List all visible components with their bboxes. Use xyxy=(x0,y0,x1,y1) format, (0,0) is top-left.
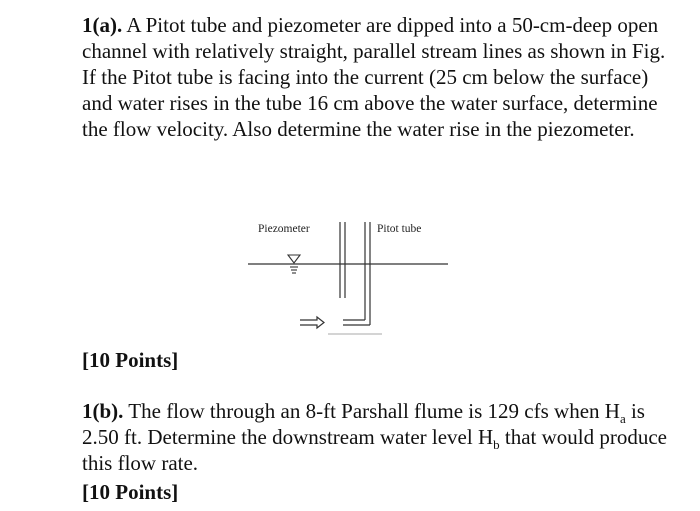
problem-1b xyxy=(82,398,682,476)
problem-1b-points: [10 Points] xyxy=(82,480,179,504)
problem-1b-text-2: is 2.50 ft. Determine the downstream water level H xyxy=(82,399,645,449)
flow-arrow xyxy=(300,317,324,328)
problem-1b-number: 1(b). xyxy=(82,399,124,423)
problem-1a-text: A Pitot tube and piezometer are dipped into a 50-cm-deep open channel with relatively straight, parallel stream lines as shown in Fig. If the Pitot tube is facing into the current (25 cm below the surface) and water rises in the tube 16 cm above the water surface, determine the flow velocity. Also determine the water rise in the piezometer. xyxy=(82,13,666,141)
problem-1a-number: 1(a). xyxy=(82,13,123,37)
pitot-tube-label: Pitot tube xyxy=(377,223,422,235)
piezometer-label: Piezometer xyxy=(258,223,310,235)
subscript-b: b xyxy=(493,437,500,453)
problem-1b-text-3: that would produce this flow rate. xyxy=(82,425,667,475)
subscript-a: a xyxy=(619,411,626,427)
problem-1a-points: [10 Points] xyxy=(82,348,179,372)
problem-1b-text-1: The flow through an 8-ft Parshall flume is 129 cfs when H xyxy=(123,399,620,423)
